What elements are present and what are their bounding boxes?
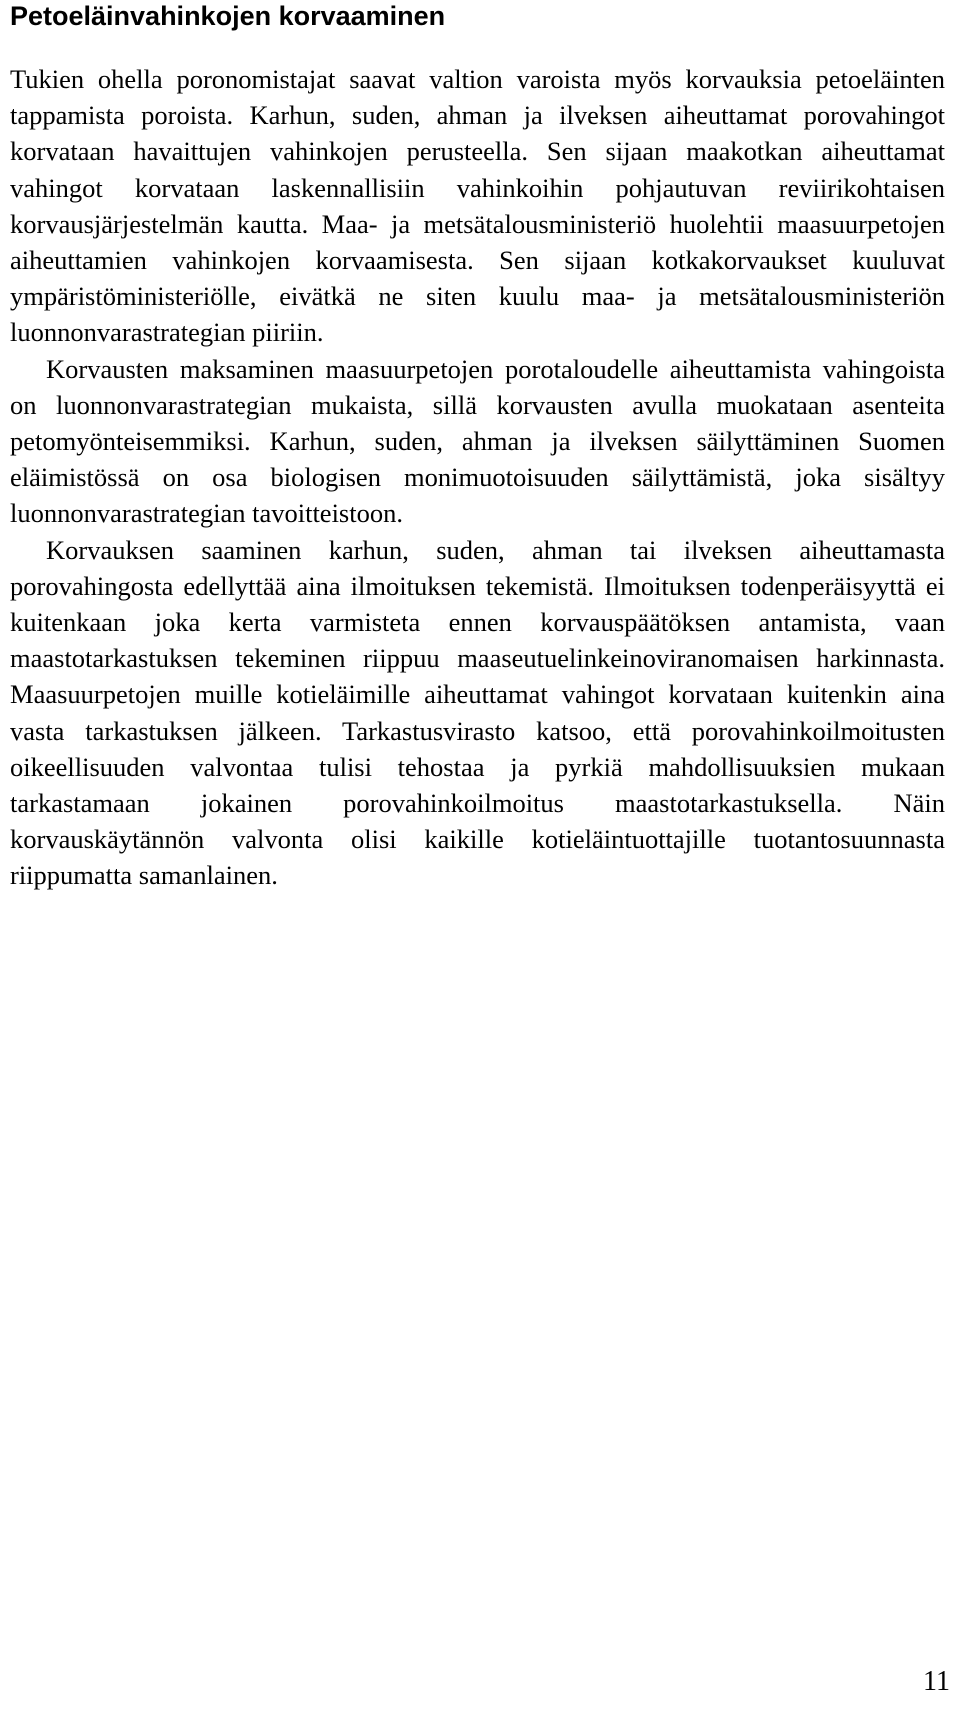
body-text — [10, 61, 945, 894]
paragraph-1: Tukien ohella poronomistajat saavat valtion varoista myös korvauksia petoeläinten tappamista poroista. Karhun, suden, ahman ja ilveksen aiheuttamat porovahingot korvataan havaittujen vahinkojen perusteella. Sen sijaan maakotkan aiheuttamat vahingot korvataan laskennallisiin vahinkoihin pohjautuvan reviirikohtaisen korvausjärjestelmän kautta. Maa- ja metsätalousministeriö huolehtii maasuurpetojen aiheuttamien vahinkojen korvaamisesta. Sen sijaan kotkakorvaukset kuuluvat ympäristöministeriölle, eivätkä ne siten kuulu maa- ja metsätalousministeriön luonnonvarastrategian piiriin. — [10, 64, 945, 348]
section-heading: Petoeläinvahinkojen korvaaminen — [10, 1, 446, 31]
paragraph-3: Korvauksen saaminen karhun, suden, ahman tai ilveksen aiheuttamasta porovahingosta edellyttää aina ilmoituksen tekemistä. Ilmoituksen todenperäisyyttä ei kuitenkaan joka kerta varmisteta ennen korvauspäätöksen antamista, vaan maastotarkastuksen tekeminen riippuu maaseutuelinkeinoviranomaisen harkinnasta. Maasuurpetojen muille kotieläimille aiheuttamat vahingot korvataan kuitenkin aina vasta tarkastuksen jälkeen. Tarkastusvirasto katsoo, että porovahinkoilmoitusten oikeellisuuden valvontaa tulisi tehostaa ja pyrkiä mahdollisuuksien mukaan tarkastamaan jokainen porovahinkoilmoitus maastotarkastuksella. Näin korvauskäytännön valvonta olisi kaikille kotieläintuottajille tuotantosuunnasta riippumatta samanlainen. — [10, 534, 945, 891]
page-number: 11 — [923, 1666, 950, 1697]
paragraph-2: Korvausten maksaminen maasuurpetojen porotaloudelle aiheuttamista vahingoista on luonnonvarastrategian mukaista, sillä korvausten avulla muokataan asenteita petomyönteisemmiksi. Karhun, suden, ahman ja ilveksen säilyttäminen Suomen eläimistössä on osa biologisen monimuotoisuuden säilyttämistä, joka sisältyy luonnonvarastrategian tavoitteistoon. — [10, 353, 945, 529]
